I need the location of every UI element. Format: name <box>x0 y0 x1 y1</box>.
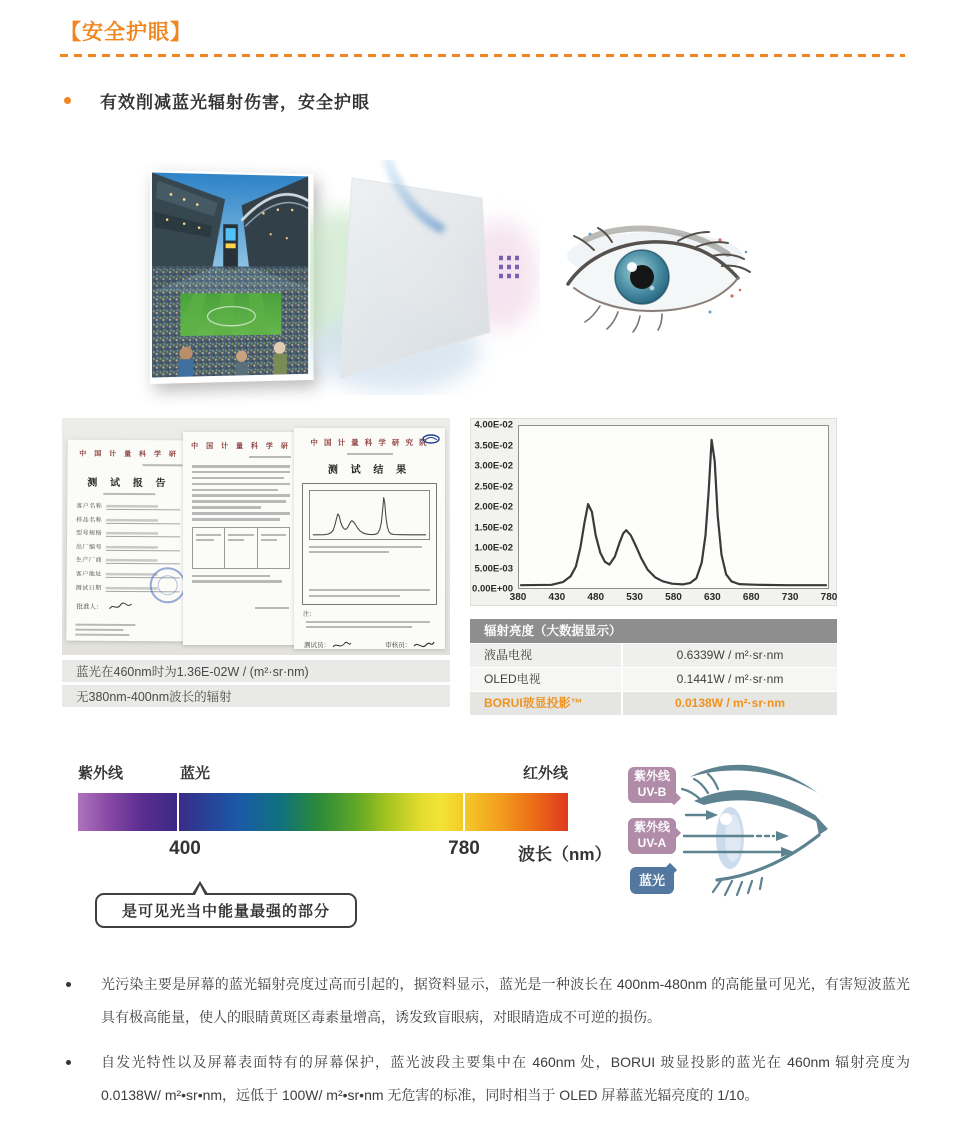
note-label: 注： <box>303 612 316 618</box>
stadium-illustration <box>152 172 308 378</box>
callout-bubble: 是可见光当中能量最强的部分 <box>95 893 357 928</box>
certificate-result-page <box>294 428 445 649</box>
blue-light-filter-panel <box>310 160 540 395</box>
bullet-icon <box>64 97 71 104</box>
chart-x-tick: 430 <box>548 592 566 603</box>
report-title: 测 试 报 告 <box>87 477 171 490</box>
chart-x-tick: 380 <box>509 592 527 603</box>
field-label: 测试日期 <box>75 585 102 592</box>
ir-label: 红外线 <box>523 765 569 782</box>
signature <box>332 641 352 649</box>
spectrum-curve <box>519 426 828 588</box>
row-value: 0.1441W / m²·sr·nm <box>623 668 837 691</box>
chart-y-tick: 2.00E-02 <box>474 501 513 513</box>
chart-y-tick: 5.00E-03 <box>474 563 513 574</box>
mini-spectrum-chart <box>310 491 429 537</box>
chart-x-tick: 680 <box>742 592 760 603</box>
chart-x-tick: 530 <box>626 592 643 603</box>
page-title: 【安全护眼】 <box>60 21 192 44</box>
signature <box>413 641 435 649</box>
institute-logo <box>422 434 440 444</box>
badge-line: 紫外线 <box>633 769 670 783</box>
official-stamp <box>150 567 186 603</box>
row-label: BORUI玻显投影™ <box>470 692 621 715</box>
chart-y-tick: 3.50E-02 <box>474 440 513 451</box>
chart-y-tick: 1.00E-02 <box>474 542 513 554</box>
badge-line: 蓝光 <box>638 873 665 888</box>
uv-label: 紫外线 <box>78 765 124 782</box>
uva-badge <box>628 818 676 854</box>
bullet-icon <box>66 982 71 987</box>
row-label: 液晶电视 <box>470 644 621 667</box>
intro-text: 有效削减蓝光辐射伤害，安全护眼 <box>100 93 370 112</box>
chart-y-tick: 1.50E-02 <box>474 522 513 533</box>
chart-x-tick: 580 <box>665 592 682 603</box>
no-uv-caption: 无380nm-400nm波长的辐射 <box>62 685 450 707</box>
tester-label: 测试员： <box>304 642 330 649</box>
dashed-divider <box>60 54 905 57</box>
paragraph-item <box>62 968 910 1034</box>
wavelength-spectrum-bar <box>78 793 568 831</box>
result-chart-box <box>302 483 437 605</box>
radiance-table <box>470 619 837 715</box>
chart-y-tick: 3.00E-02 <box>474 460 513 472</box>
table-header: 辐射亮度（大数据显示） <box>470 619 837 643</box>
badge-line: UV-B <box>637 784 667 799</box>
tick-780: 780 <box>448 838 480 859</box>
table-row <box>470 644 837 667</box>
certificate-report-page <box>66 440 190 642</box>
blue-light-caption: 蓝光在460nm时为1.36E-02W / (m²·sr·nm) <box>62 660 450 682</box>
table-row <box>470 668 837 691</box>
stadium-screen-image <box>150 170 314 384</box>
eye-illustration <box>560 222 755 337</box>
chart-y-tick: 0.00E+00 <box>472 583 513 595</box>
field-label: 样品名称 <box>76 517 103 524</box>
field-label: 生产厂商 <box>75 558 102 565</box>
certificate-text-page <box>183 432 299 645</box>
field-label: 型号规格 <box>76 530 103 538</box>
institute-name: 中 国 计 量 科 学 研 究 院 <box>310 438 429 447</box>
row-value: 0.0138W / m²·sr·nm <box>623 692 837 715</box>
row-label: OLED电视 <box>470 668 621 691</box>
eye-side-diagram <box>660 755 860 905</box>
paragraph-text: 自发光特性以及屏幕表面特有的屏幕保护，蓝光波段主要集中在 460nm 处，BORUI 玻显投影的蓝光在 460nm 辐射亮度为 0.0138W/ m²•sr•nm，远低于 100W/ m²•sr•nm 无危害的标准，同时相当于 OLED 屏幕蓝光辐亮度的 1/10。 <box>101 1054 910 1103</box>
certificate-photo <box>62 418 450 655</box>
chart-y-tick: 2.50E-02 <box>474 481 513 492</box>
table-row-highlight <box>470 692 837 715</box>
tick-400: 400 <box>169 838 201 859</box>
signature <box>109 601 133 611</box>
chart-x-tick: 730 <box>781 592 799 603</box>
radiance-spectrum-chart <box>470 418 837 606</box>
chart-x-tick: 480 <box>587 592 605 603</box>
paragraph-item <box>62 1046 910 1112</box>
bullet-icon <box>66 1060 71 1065</box>
reviewer-label: 审核员： <box>385 642 412 649</box>
paragraph-text: 光污染主要是屏幕的蓝光辐射亮度过高而引起的，据资料显示，蓝光是一种波长在 400nm-480nm 的高能量可见光，有害短波蓝光具有极高能量，使人的眼睛黄斑区毒素量增高，诱发致盲眼病，对眼睛造成不可逆的损伤。 <box>101 976 910 1025</box>
wavelength-axis-label: 波长（nm） <box>518 845 612 864</box>
institute-name: 中 国 计 量 科 学 研 <box>79 450 179 459</box>
field-label: 出厂编号 <box>75 544 102 551</box>
chart-x-tick: 780 <box>820 592 838 603</box>
badge-line: UV-A <box>637 835 667 850</box>
field-label: 客户名称 <box>76 503 103 510</box>
blue-light-badge <box>630 867 674 894</box>
intro-row <box>64 88 370 113</box>
divider-780nm <box>463 793 465 831</box>
chart-x-tick: 630 <box>704 592 721 603</box>
chart-plot-area <box>518 425 829 589</box>
approver-label: 批准人： <box>76 603 103 611</box>
description-paragraphs <box>62 968 910 1112</box>
chart-y-tick: 4.00E-02 <box>474 419 513 431</box>
blue-light-label: 蓝光 <box>180 765 211 782</box>
light-beams <box>282 250 537 290</box>
institute-name: 中 国 计 量 科 学 研 <box>191 443 291 450</box>
result-title: 测 试 结 果 <box>327 465 412 476</box>
uvb-badge <box>628 767 676 803</box>
divider-400nm <box>177 793 179 831</box>
row-value: 0.6339W / m²·sr·nm <box>623 644 837 667</box>
badge-line: 紫外线 <box>633 820 670 834</box>
field-label: 客户地址 <box>75 571 102 578</box>
